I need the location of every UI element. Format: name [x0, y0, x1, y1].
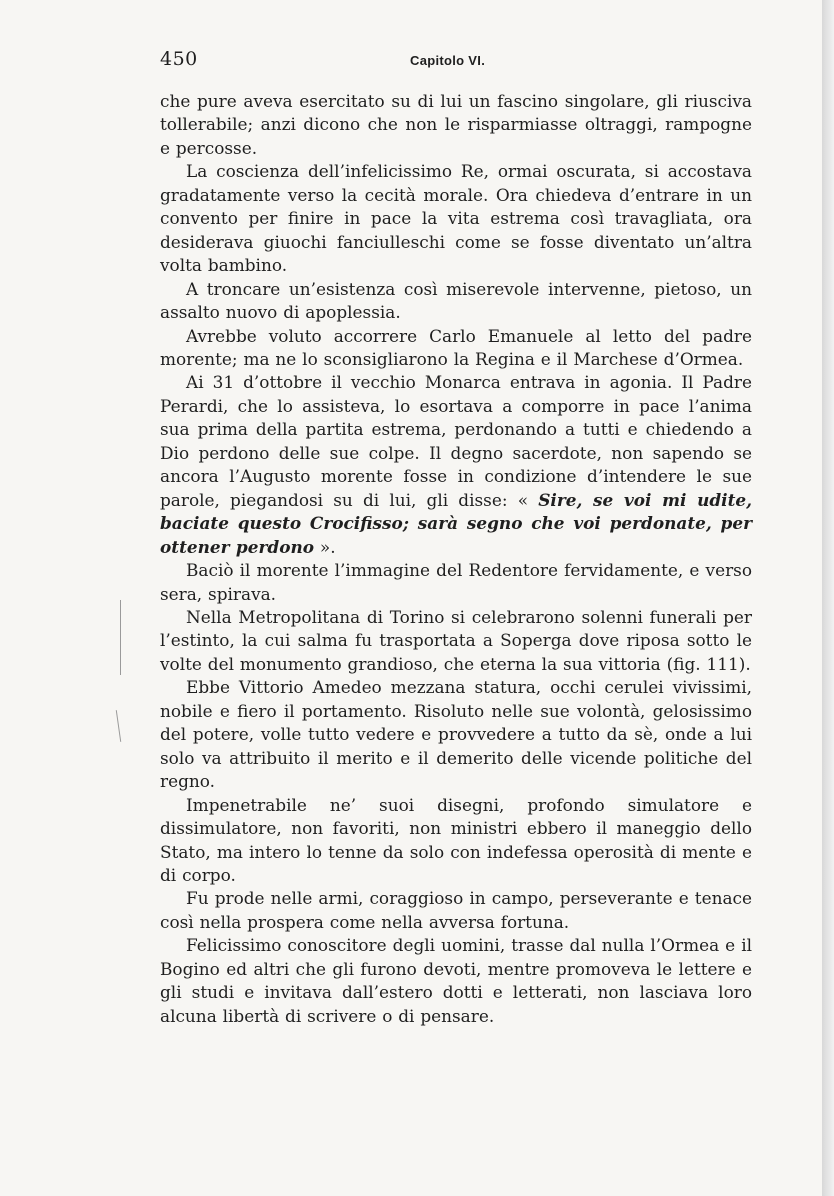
body-text — [160, 90, 752, 1028]
page-header — [160, 48, 752, 72]
paragraph: A troncare un’esistenza così miserevole intervenne, pietoso, un assalto nuovo di apoplessia. — [160, 278, 752, 323]
paragraph: Avrebbe voluto accorrere Carlo Emanuele al letto del padre morente; ma ne lo sconsigliarono la Regina e il Marchese d’Ormea. — [160, 325, 752, 369]
italic-quote: Sire, se voi mi udite, baciate questo Crocifisso; sarà segno che voi perdonate, per ottener perdono — [160, 489, 753, 557]
running-title: Capitolo VI. — [410, 53, 486, 68]
paragraph: Impenetrabile ne’ suoi disegni, profondo simulatore e dissimulatore, non favoriti, non ministri ebbero il maneggio dello Stato, ma intero lo tenne da solo con indefessa operosità di mente e di corpo. — [160, 794, 752, 885]
paragraph-continuation: che pure aveva esercitato su di lui un fascino singolare, gli riusciva tollerabile; anzi dicono che non le risparmiasse oltraggi, rampogne e percosse. — [160, 91, 752, 158]
page-number: 450 — [160, 48, 198, 70]
paragraph: Nella Metropolitana di Torino si celebrarono solenni funerali per l’estinto, la cui salma fu trasportata a Soperga dove riposa sotto le volte del monumento grandioso, che eterna la sua vittoria (fig. 111). — [160, 606, 752, 674]
margin-pencil-mark — [120, 600, 121, 675]
paragraph: Fu prode nelle armi, coraggioso in campo, perseverante e tenace così nella prospera come nella avversa fortuna. — [160, 888, 752, 932]
quote-close-text: ». — [314, 536, 336, 557]
paragraph-with-quote — [160, 371, 752, 559]
paragraph: La coscienza dell’infelicissimo Re, ormai oscurata, si accostava gradatamente verso la cecità morale. Ora chiedeva d’entrare in un convento per finire in pace la vita estrema così travagliata, ora desiderava giuochi fanciulleschi come se fosse diventato un’altra volta bambino. — [160, 161, 752, 276]
paragraph: Baciò il morente l’immagine del Redentore fervidamente, e verso sera, spirava. — [160, 560, 752, 604]
paragraph: Ebbe Vittorio Amedeo mezzana statura, occhi cerulei vivissimi, nobile e fiero il portamento. Risoluto nelle sue volontà, gelosissimo del potere, volle tutto vedere e provvedere a tutto da sè, onde a lui solo va attribuito il merito e il demerito delle vicende politiche del regno. — [160, 677, 752, 792]
margin-pencil-mark — [116, 710, 121, 742]
quote-lead-text: Ai 31 d’ottobre il vecchio Monarca entrava in agonia. Il Padre Perardi, che lo assisteva, lo esortava a comporre in pace l’anima sua prima della partita estrema, perdonando a tutti e chiedendo a Dio perdono delle sue colpe. Il degno sacerdote, non sapendo se ancora l’Augusto morente fosse in condizione d’intendere le sue parole, piegandosi su di lui, gli disse: « — [160, 372, 752, 510]
page-edge — [822, 0, 834, 1196]
paragraph: Felicissimo conoscitore degli uomini, trasse dal nulla l’Ormea e il Bogino ed altri che gli furono devoti, mentre promoveva le lettere e gli studi e invitava dall’estero dotti e letterati, non lasciava loro alcuna libertà di scrivere o di pensare. — [160, 935, 752, 1026]
